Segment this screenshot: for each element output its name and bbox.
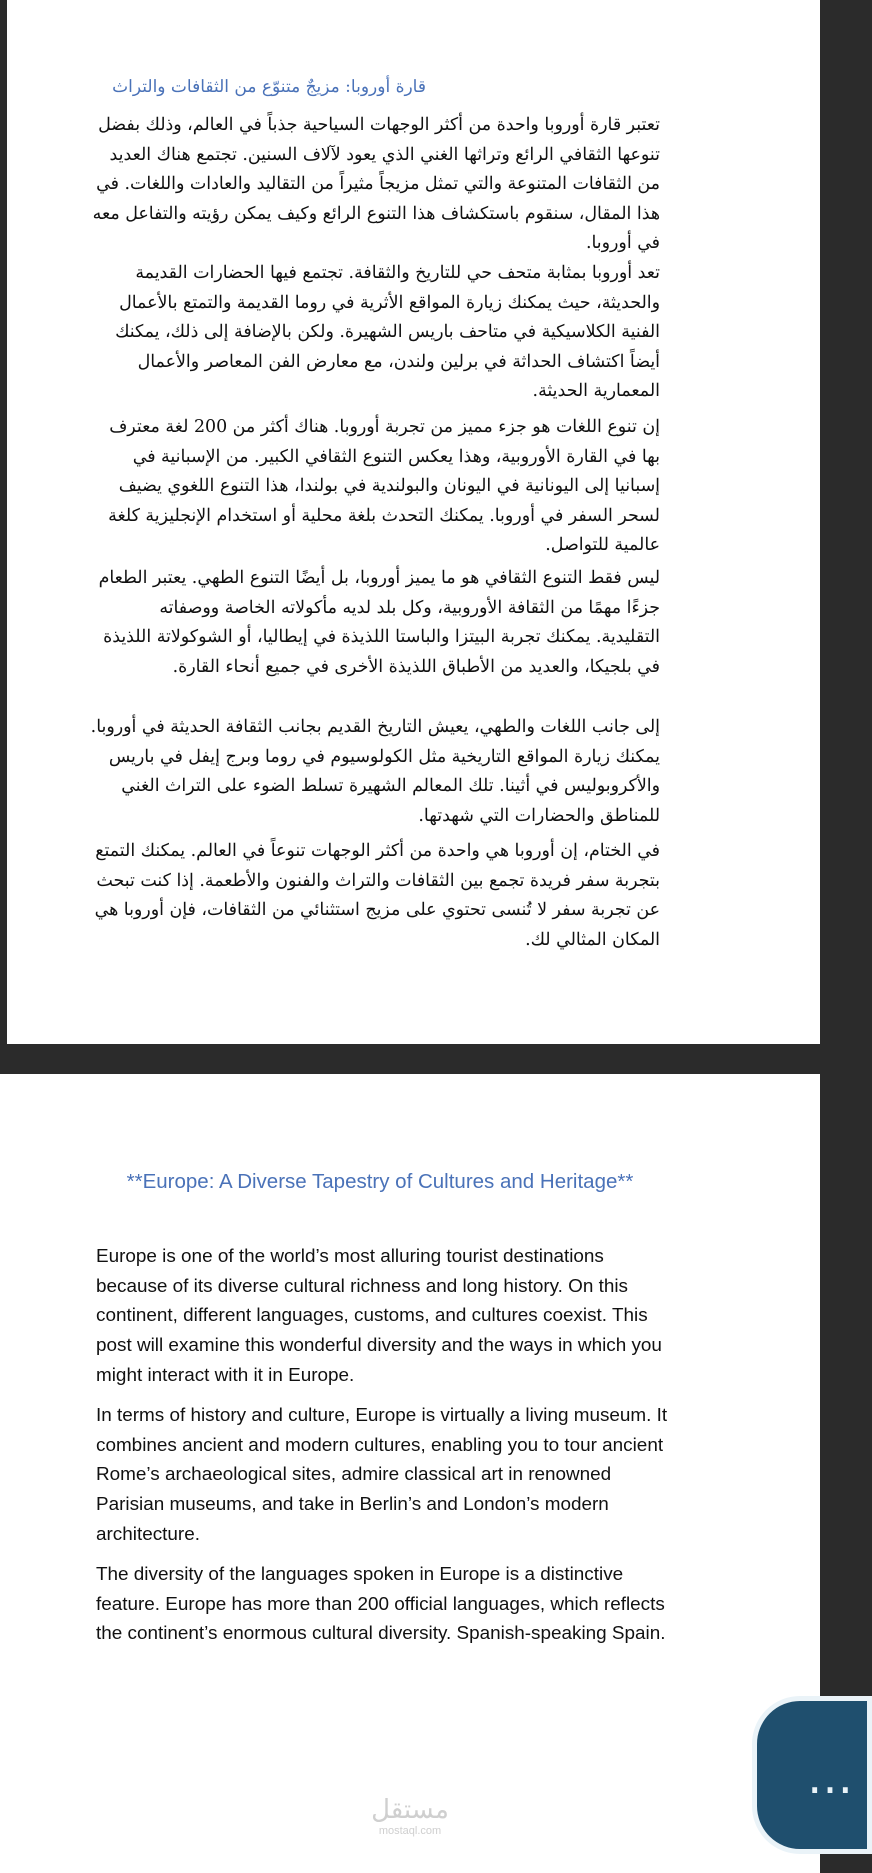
english-paragraph-1: Europe is one of the world’s most alluring tourist destinations because of its diverse cultural richness and long history. On this continent, different languages, customs, and cultures coexist. This post will examine this wonderful diversity and the ways in which you might interact with it in Europe. [96,1246,662,1386]
arabic-article-heading: قارة أوروبا: مزيجٌ متنوّع من الثقافات والتراث [112,77,426,97]
chat-bubble-icon: … [807,1750,853,1804]
english-paragraph-3: The diversity of the languages spoken in Europe is a distinctive feature. Europe has more than 200 official languages, which reflects the continent’s enormous cultural diversity. Spanish-speaking Spain. [96,1564,666,1645]
english-article-heading: **Europe: A Diverse Tapestry of Cultures and Heritage** [126,1170,634,1193]
arabic-paragraph-3: إن تنوع اللغات هو جزء مميز من تجربة أوروبا. هناك أكثر من 200 لغة معترف بها في القارة الأوروبية، وهذا يعكس التنوع الثقافي الكبير. من الإسبانية في إسبانيا إلى اليونانية في اليونان والبولندية في بولندا، هذا التنوع اللغوي يضيف لسحر السفر في أوروبا. يمكنك التحدث بلغة محلية أو استخدام الإنجليزية كلغة عالمية للتواصل. [108,417,660,556]
page-separator [0,1044,820,1074]
watermark-brand: مستقل [371,1795,449,1825]
arabic-paragraph-4: ليس فقط التنوع الثقافي هو ما يميز أوروبا، بل أيضًا التنوع الطهي. يعتبر الطعام جزءًا مهمًا من الثقافة الأوروبية، وكل بلد لديه مأكولاته الخاصة ووصفاته التقليدية. يمكنك تجربة البيتزا والباستا اللذيذة في إيطاليا، أو الشوكولاتة اللذيذة في بلجيكا، والعديد من الأطباق اللذيذة الأخرى في جميع أنحاء القارة. [98,568,660,677]
arabic-paragraph-1: تعتبر قارة أوروبا واحدة من أكثر الوجهات السياحية جذباً في العالم، وذلك بفضل تنوعها الثقافي الرائع وتراثها الغني الذي يعود لآلاف السنين. تجتمع هناك العديد من الثقافات المتنوعة والتي تمثل مزيجاً مثيراً من التقاليد والعادات واللغات. في هذا المقال، سنقوم باستكشاف هذا التنوع الرائع وكيف يمكن رؤيته والتفاعل معه في أوروبا. [92,115,660,254]
chat-button[interactable] [752,1696,872,1854]
arabic-paragraph-6: في الختام، إن أوروبا هي واحدة من أكثر الوجهات تنوعاً في العالم. يمكنك التمتع بتجربة سفر فريدة تجمع بين الثقافات والتراث والفنون والأطعمة. إذا كنت تبحث عن تجربة سفر لا تُنسى تحتوي على مزيج استثنائي من الثقافات، فإن أوروبا هي المكان المثالي لك. [94,841,660,950]
arabic-paragraph-2: تعد أوروبا بمثابة متحف حي للتاريخ والثقافة. تجتمع فيها الحضارات القديمة والحديثة، حيث يمكنك زيارة المواقع الأثرية في روما القديمة والتمتع بالأعمال الفنية الكلاسيكية في متاحف باريس الشهيرة. ولكن بالإضافة إلى ذلك، يمكنك أيضاً اكتشاف الحداثة في برلين ولندن، مع معارض الفن المعاصر والأعمال المعمارية الحديثة. [115,263,660,402]
english-paragraph-2: In terms of history and culture, Europe is virtually a living museum. It combines ancient and modern cultures, enabling you to tour ancient Rome’s archaeological sites, admire classical art in renowned Parisian museums, and take in Berlin’s and London’s modern architecture. [96,1405,668,1545]
mostaql-watermark [350,1795,470,1837]
watermark-domain: mostaql.com [378,1825,442,1837]
arabic-paragraph-5: إلى جانب اللغات والطهي، يعيش التاريخ القديم بجانب الثقافة الحديثة في أوروبا. يمكنك زيارة المواقع التاريخية مثل الكولوسيوم في روما وبرج إيفل في باريس والأكروبوليس في أثينا. تلك المعالم الشهيرة تسلط الضوء على التراث الغني للمناطق والحضارات التي شهدتها. [90,717,660,826]
